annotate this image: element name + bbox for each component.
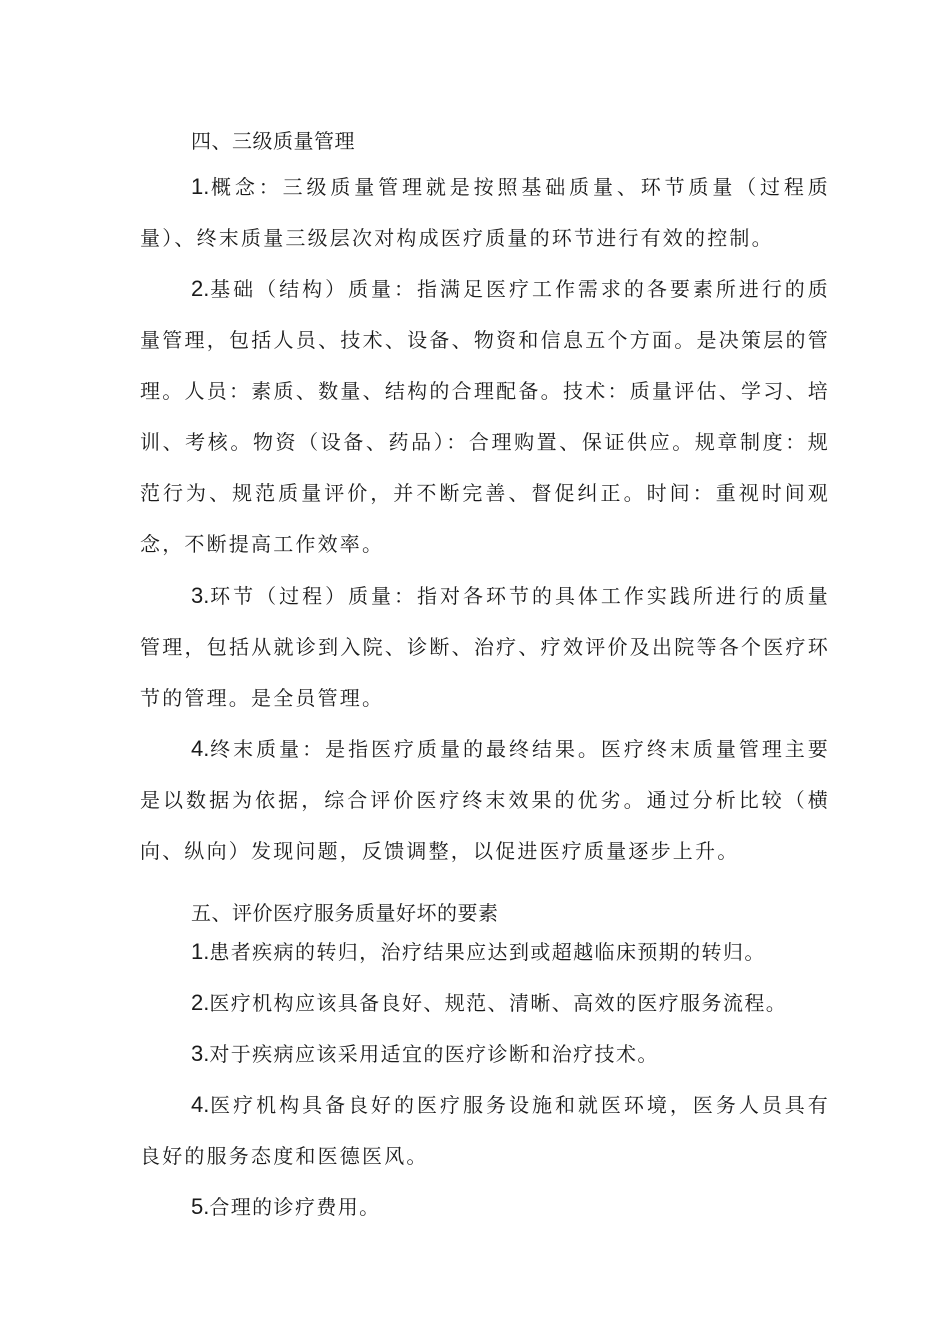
section-5-item-5 <box>191 1181 831 1233</box>
section-4-item-2 <box>140 263 830 570</box>
section-4-item-3 <box>140 570 830 724</box>
section-5-heading: 五、评价医疗服务质量好坏的要素 <box>191 901 499 925</box>
item-number: 1. <box>191 939 210 964</box>
item-text: 对于疾病应该采用适宜的医疗诊断和治疗技术。 <box>209 1042 659 1066</box>
item-number: 2. <box>191 990 210 1015</box>
section-5-item-3 <box>191 1028 831 1080</box>
item-text: 医疗机构应该具备良好、规范、清晰、高效的医疗服务流程。 <box>209 991 788 1015</box>
item-number: 5. <box>191 1194 210 1219</box>
item-text: 环节（过程）质量：指对各环节的具体工作实践所进行的质量管理，包括从就诊到入院、诊断、治疗、疗效评价及出院等各个医疗环节的管理。是全员管理。 <box>140 584 830 710</box>
item-number: 4. <box>191 736 210 761</box>
item-text: 患者疾病的转归，治疗结果应达到或超越临床预期的转归。 <box>209 940 766 964</box>
item-text: 医疗机构具备良好的医疗服务设施和就医环境，医务人员具有良好的服务态度和医德医风。 <box>140 1093 830 1168</box>
item-text: 概念：三级质量管理就是按照基础质量、环节质量（过程质量）、终末质量三级层次对构成医疗质量的环节进行有效的控制。 <box>140 175 830 250</box>
section-5-item-4 <box>140 1079 830 1182</box>
item-number: 1. <box>191 174 210 199</box>
item-number: 2. <box>191 276 210 301</box>
section-4-heading: 四、三级质量管理 <box>191 129 355 153</box>
item-number: 4. <box>191 1092 210 1117</box>
item-number: 3. <box>191 1041 210 1066</box>
section-5-item-2 <box>191 977 831 1029</box>
section-4-item-4 <box>140 723 830 877</box>
item-text: 合理的诊疗费用。 <box>209 1195 381 1219</box>
item-number: 3. <box>191 583 210 608</box>
section-4-item-1 <box>140 161 830 264</box>
item-text: 终末质量：是指医疗质量的最终结果。医疗终末质量管理主要是以数据为依据，综合评价医疗终末效果的优劣。通过分析比较（横向、纵向）发现问题，反馈调整，以促进医疗质量逐步上升。 <box>140 737 830 863</box>
section-5-item-1 <box>191 926 831 978</box>
item-text: 基础（结构）质量：指满足医疗工作需求的各要素所进行的质量管理，包括人员、技术、设备、物资和信息五个方面。是决策层的管理。人员：素质、数量、结构的合理配备。技术：质量评估、学习、培训、考核。物资（设备、药品）：合理购置、保证供应。规章制度：规范行为、规范质量评价，并不断完善、督促纠正。时间：重视时间观念，不断提高工作效率。 <box>140 277 830 556</box>
